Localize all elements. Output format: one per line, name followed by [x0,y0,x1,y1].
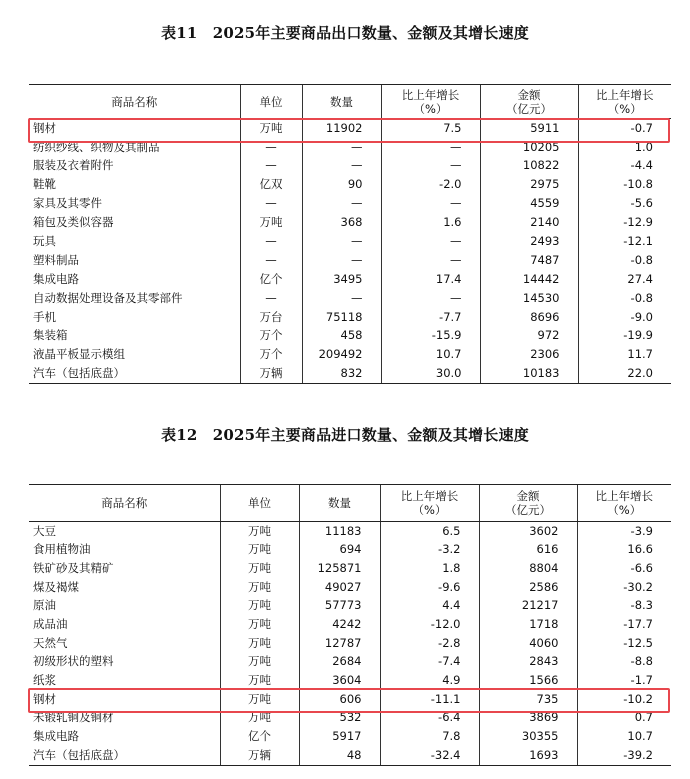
qty-growth-cell: 1.8 [380,559,479,578]
amount-growth-cell: -12.1 [578,232,671,251]
qty-cell: 12787 [299,634,380,653]
qty-growth-cell: 7.8 [380,728,479,747]
qty-growth-cell: -32.4 [380,746,479,765]
table-row [29,541,671,560]
name-cell: 鞋靴 [33,177,56,192]
name-cell: 塑料制品 [33,252,79,267]
table-row [29,327,671,346]
table-row [29,709,671,728]
amount-growth-cell: 11.7 [578,346,671,365]
name-cell: 煤及褐煤 [33,579,79,594]
qty-cell: 11902 [302,119,381,138]
unit-cell: 万个 [240,346,302,365]
table-row [29,728,671,747]
name-cell: 大豆 [33,523,56,538]
name-cell: 食用植物油 [33,542,91,557]
name-cell: 钢材 [33,120,56,135]
name-cell: 纸浆 [33,673,56,688]
name-cell: 集装箱 [33,328,68,343]
table-row [29,346,671,365]
unit-cell: 万吨 [220,709,299,728]
unit-cell: — [240,232,302,251]
amount-cell: 4060 [479,634,577,653]
qty-cell: 75118 [302,308,381,327]
table-row [29,195,671,214]
col-amount-header [479,485,577,522]
amount-cell: 616 [479,541,577,560]
qty-growth-cell: -7.4 [380,653,479,672]
col-qty-growth-header-line2: （%） [413,101,448,116]
unit-cell: 万吨 [220,597,299,616]
table-row [29,365,671,384]
table-row [29,251,671,270]
qty-cell: 90 [302,176,381,195]
qty-growth-cell: -11.1 [380,690,479,709]
qty-cell: — [302,251,381,270]
col-qty-growth-header-line1: 比上年增长 [401,87,460,102]
amount-cell: 1718 [479,615,577,634]
col-unit-header: 单位 [220,485,299,522]
import-table [29,484,671,766]
unit-cell: 万吨 [220,541,299,560]
qty-growth-cell: -2.8 [380,634,479,653]
unit-cell: — [240,251,302,270]
unit-cell: 万个 [240,327,302,346]
amount-cell: 2306 [480,346,578,365]
col-qty-growth-header-line1: 比上年增长 [400,489,459,503]
unit-cell: 万吨 [220,522,299,541]
qty-growth-cell: 1.6 [381,213,480,232]
qty-growth-cell: — [381,138,480,157]
unit-cell: 万吨 [220,578,299,597]
unit-cell: — [240,138,302,157]
qty-growth-cell: -3.2 [380,541,479,560]
amount-growth-cell: -5.6 [578,195,671,214]
header-row [29,85,671,119]
table-row [29,232,671,251]
export-table [29,84,671,384]
table-row [29,522,671,541]
import-table-title: 表12 2025年主要商品进口数量、金额及其增长速度 [161,426,529,444]
name-cell: 天然气 [33,635,68,650]
unit-cell: 万吨 [220,559,299,578]
name-cell: 原油 [33,598,56,613]
name-cell: 未锻轧铜及铜材 [33,710,114,725]
amount-cell: 10822 [480,157,578,176]
amount-growth-cell: -19.9 [578,327,671,346]
amount-growth-cell: -8.3 [577,597,671,616]
qty-cell: 3604 [299,672,380,691]
amount-growth-cell: -0.8 [578,289,671,308]
unit-cell: 万吨 [220,690,299,709]
table-row [29,119,671,138]
qty-cell: 57773 [299,597,380,616]
col-qty-growth-header [380,485,479,522]
amount-growth-cell: -12.5 [577,634,671,653]
qty-cell: 2684 [299,653,380,672]
qty-cell: 694 [299,541,380,560]
name-cell: 成品油 [33,617,68,632]
amount-cell: 8696 [480,308,578,327]
qty-cell: 49027 [299,578,380,597]
qty-cell: 48 [299,746,380,765]
qty-cell: 5917 [299,728,380,747]
name-cell: 集成电路 [33,729,79,744]
amount-cell: 14442 [480,270,578,289]
import-table-body [29,522,671,766]
table-row [29,690,671,709]
qty-growth-cell: 17.4 [381,270,480,289]
amount-growth-cell: -39.2 [577,746,671,765]
amount-growth-cell: 0.7 [577,709,671,728]
col-name-header: 商品名称 [29,485,220,522]
qty-growth-cell: 4.9 [380,672,479,691]
unit-cell: 亿个 [220,728,299,747]
qty-cell: 832 [302,365,381,384]
qty-cell: — [302,138,381,157]
unit-cell: 万吨 [220,634,299,653]
amount-cell: 2493 [480,232,578,251]
qty-cell: 368 [302,213,381,232]
qty-growth-cell: -15.9 [381,327,480,346]
table-row [29,597,671,616]
col-qty-header: 数量 [299,485,380,522]
name-cell: 自动数据处理设备及其零部件 [33,290,183,305]
qty-growth-cell: -6.4 [380,709,479,728]
col-name-header: 商品名称 [29,85,240,119]
amount-growth-cell: -17.7 [577,615,671,634]
col-amount-header-line2: （亿元） [505,503,551,517]
qty-growth-cell: 4.4 [380,597,479,616]
amount-cell: 3869 [479,709,577,728]
name-cell: 汽车（包括底盘） [29,365,240,384]
amount-growth-cell: 10.7 [577,728,671,747]
amount-growth-cell: -1.7 [577,672,671,691]
amount-cell: 2843 [479,653,577,672]
table-row [29,653,671,672]
header-row [29,485,671,522]
amount-growth-cell: 1.0 [578,138,671,157]
amount-growth-cell: -30.2 [577,578,671,597]
amount-cell: 21217 [479,597,577,616]
amount-cell: 972 [480,327,578,346]
table-row [29,176,671,195]
table-row [29,746,671,765]
amount-growth-cell: -0.8 [578,251,671,270]
qty-growth-cell: — [381,195,480,214]
col-amount-growth-header-line1: 比上年增长 [595,489,653,503]
unit-cell: 万吨 [240,119,302,138]
qty-growth-cell: -9.6 [380,578,479,597]
qty-cell: 4242 [299,615,380,634]
amount-cell: 1566 [479,672,577,691]
col-qty-growth-header [381,85,480,119]
amount-cell: 4559 [480,195,578,214]
qty-cell: 3495 [302,270,381,289]
table-row [29,615,671,634]
qty-growth-cell: — [381,232,480,251]
col-qty-growth-header-line2: （%） [412,503,447,517]
qty-growth-cell: 10.7 [381,346,480,365]
amount-cell: 5911 [480,119,578,138]
unit-cell: — [240,157,302,176]
qty-cell: — [302,289,381,308]
name-cell: 服装及衣着附件 [33,158,114,173]
unit-cell: — [240,289,302,308]
table-row [29,138,671,157]
table-row [29,270,671,289]
unit-cell: 万吨 [240,213,302,232]
name-cell: 集成电路 [33,271,79,286]
export-table-body [29,119,671,384]
amount-growth-cell: -9.0 [578,308,671,327]
unit-cell: 万吨 [220,653,299,672]
col-amount-header-line1: 金额 [516,489,540,503]
amount-growth-cell: -3.9 [577,522,671,541]
table-row [29,578,671,597]
amount-cell: 14530 [480,289,578,308]
table-row [29,672,671,691]
export-table-header [29,85,671,119]
name-cell: 玩具 [33,234,56,249]
col-amount-growth-header [577,485,671,522]
table-row [29,213,671,232]
amount-cell: 2975 [480,176,578,195]
qty-cell: 532 [299,709,380,728]
col-amount-header-line1: 金额 [517,87,541,102]
col-amount-growth-header-line1: 比上年增长 [596,87,654,102]
unit-cell: 万吨 [220,672,299,691]
amount-growth-cell: -4.4 [578,157,671,176]
name-cell: 钢材 [33,691,56,706]
name-cell: 箱包及类似容器 [33,215,114,230]
amount-growth-cell: -10.8 [578,176,671,195]
col-amount-growth-header-line2: （%） [607,101,642,116]
amount-cell: 10205 [480,138,578,157]
qty-growth-cell: -7.7 [381,308,480,327]
qty-cell: — [302,157,381,176]
amount-growth-cell: 27.4 [578,270,671,289]
import-table-header [29,485,671,522]
name-cell: 手机 [33,309,56,324]
unit-cell: 万台 [240,308,302,327]
export-table-title: 表11 2025年主要商品出口数量、金额及其增长速度 [161,24,529,42]
unit-cell: 亿双 [240,176,302,195]
amount-growth-cell: 22.0 [578,365,671,384]
qty-growth-cell: 30.0 [381,365,480,384]
table-row [29,308,671,327]
table-row [29,634,671,653]
amount-growth-cell: -6.6 [577,559,671,578]
table-row [29,559,671,578]
name-cell: 初级形状的塑料 [33,654,114,669]
amount-cell: 2586 [479,578,577,597]
qty-cell: 125871 [299,559,380,578]
qty-cell: — [302,195,381,214]
amount-cell: 10183 [480,365,578,384]
amount-cell: 3602 [479,522,577,541]
amount-growth-cell: -0.7 [578,119,671,138]
amount-growth-cell: 16.6 [577,541,671,560]
amount-growth-cell: -8.8 [577,653,671,672]
amount-cell: 1693 [479,746,577,765]
qty-cell: — [302,232,381,251]
table-row [29,289,671,308]
qty-growth-cell: — [381,251,480,270]
amount-cell: 735 [479,690,577,709]
unit-cell: 亿个 [240,270,302,289]
unit-cell: — [240,195,302,214]
name-cell: 汽车（包括底盘） [29,746,220,765]
qty-growth-cell: — [381,157,480,176]
qty-growth-cell: — [381,289,480,308]
name-cell: 纺织纱线、织物及其制品 [33,139,160,154]
col-qty-header: 数量 [302,85,381,119]
qty-growth-cell: 6.5 [380,522,479,541]
col-amount-header [480,85,578,119]
unit-cell: 万吨 [220,615,299,634]
qty-cell: 209492 [302,346,381,365]
unit-cell: 万辆 [240,365,302,384]
qty-cell: 11183 [299,522,380,541]
col-unit-header: 单位 [240,85,302,119]
qty-cell: 458 [302,327,381,346]
qty-growth-cell: 7.5 [381,119,480,138]
qty-growth-cell: -12.0 [380,615,479,634]
amount-growth-cell: -12.9 [578,213,671,232]
amount-growth-cell: -10.2 [577,690,671,709]
table-row [29,157,671,176]
name-cell: 液晶平板显示模组 [33,347,125,362]
qty-cell: 606 [299,690,380,709]
amount-cell: 2140 [480,213,578,232]
qty-growth-cell: -2.0 [381,176,480,195]
amount-cell: 30355 [479,728,577,747]
amount-cell: 8804 [479,559,577,578]
unit-cell: 万辆 [220,746,299,765]
col-amount-growth-header [578,85,671,119]
amount-cell: 7487 [480,251,578,270]
name-cell: 家具及其零件 [33,196,102,211]
name-cell: 铁矿砂及其精矿 [33,560,114,575]
col-amount-growth-header-line2: （%） [607,503,642,517]
col-amount-header-line2: （亿元） [506,101,552,116]
